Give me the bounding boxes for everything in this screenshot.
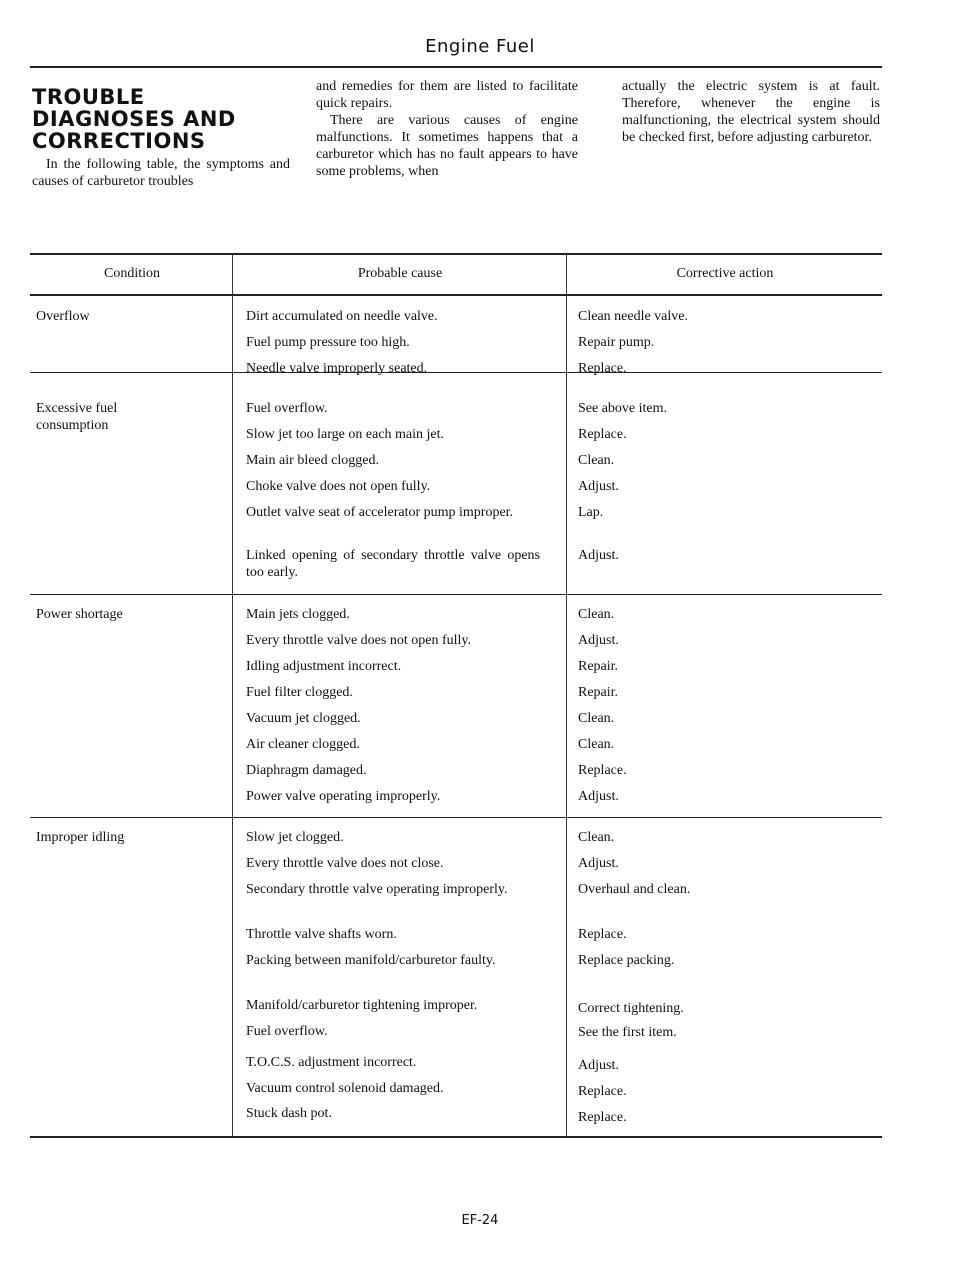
- action-cell: Replace packing.: [578, 953, 675, 968]
- header-corrective-action: Corrective action: [676, 266, 774, 281]
- condition-cell: Improper idling: [36, 830, 125, 845]
- table-header-rule: [30, 294, 882, 296]
- cause-cell: Fuel filter clogged.: [246, 685, 353, 700]
- action-cell: Adjust.: [578, 1058, 619, 1073]
- action-cell: Repair pump.: [578, 335, 655, 350]
- intro-paragraph-4: actually the electric system is at fault. Therefore, whenever the engine is malfunctioning, the electrical system should be checked first, before adjusting carburetor.: [622, 79, 880, 145]
- action-cell: Repair.: [578, 659, 619, 674]
- intro-paragraph-2: and remedies for them are listed to facilitate quick repairs.: [316, 79, 578, 111]
- cause-cell: Outlet valve seat of accelerator pump improper.: [246, 505, 514, 520]
- action-cell: Replace.: [578, 763, 627, 778]
- cause-cell: Choke valve does not open fully.: [246, 479, 431, 494]
- action-cell: Clean.: [578, 607, 615, 622]
- intro-paragraph-3: There are various causes of engine malfunctions. It sometimes happens that a carburetor which has no fault appears to have some problems, when: [316, 113, 578, 179]
- cause-cell: Main jets clogged.: [246, 607, 350, 622]
- cause-cell: Manifold/carburetor tightening improper.: [246, 998, 478, 1013]
- action-cell: Adjust.: [578, 856, 619, 871]
- column-divider-1: [232, 255, 233, 1136]
- action-cell: Lap.: [578, 505, 604, 520]
- action-cell: Clean.: [578, 830, 615, 845]
- action-cell: See above item.: [578, 401, 668, 416]
- header-rule: [30, 66, 882, 68]
- cause-cell: Slow jet too large on each main jet.: [246, 427, 445, 442]
- cause-cell: Diaphragm damaged.: [246, 763, 367, 778]
- cause-cell: Idling adjustment incorrect.: [246, 659, 402, 674]
- action-cell: Replace.: [578, 361, 627, 376]
- cause-cell: Main air bleed clogged.: [246, 453, 379, 468]
- group-divider: [30, 817, 882, 818]
- group-divider: [30, 594, 882, 595]
- cause-cell: Secondary throttle valve operating improperly.: [246, 882, 508, 897]
- action-cell: Overhaul and clean.: [578, 882, 691, 897]
- section-title: TROUBLE DIAGNOSES AND CORRECTIONS: [32, 85, 236, 153]
- action-cell: Replace.: [578, 927, 627, 942]
- action-cell: Adjust.: [578, 548, 619, 563]
- intro-paragraph-1: In the following table, the symptoms and causes of carburetor troubles: [32, 157, 290, 189]
- cause-cell: Power valve operating improperly.: [246, 789, 441, 804]
- action-cell: Clean needle valve.: [578, 309, 689, 324]
- action-cell: Replace.: [578, 1110, 627, 1125]
- cause-cell: Every throttle valve does not open fully.: [246, 633, 471, 648]
- cause-cell: Stuck dash pot.: [246, 1106, 332, 1121]
- action-cell: Clean.: [578, 711, 615, 726]
- cause-cell: Every throttle valve does not close.: [246, 856, 444, 871]
- action-cell: See the first item.: [578, 1025, 677, 1040]
- cause-cell: Needle valve improperly seated.: [246, 361, 428, 376]
- cause-cell: Packing between manifold/carburetor faulty.: [246, 953, 496, 968]
- condition-cell: Excessive fuel consumption: [36, 401, 118, 433]
- cause-cell: Throttle valve shafts worn.: [246, 927, 397, 942]
- cause-cell: T.O.C.S. adjustment incorrect.: [246, 1055, 417, 1070]
- header-probable-cause: Probable cause: [357, 266, 443, 281]
- intro-column-1: [32, 156, 290, 190]
- cause-cell: Linked opening of secondary throttle valve opens too early.: [246, 548, 540, 580]
- cause-cell: Air cleaner clogged.: [246, 737, 360, 752]
- condition-cell: Power shortage: [36, 607, 123, 622]
- table-bottom-rule: [30, 1136, 882, 1138]
- action-cell: Replace.: [578, 427, 627, 442]
- action-cell: Adjust.: [578, 789, 619, 804]
- action-cell: Clean.: [578, 453, 615, 468]
- action-cell: Repair.: [578, 685, 619, 700]
- action-cell: Clean.: [578, 737, 615, 752]
- cause-cell: Fuel overflow.: [246, 1024, 328, 1039]
- intro-column-3: [622, 78, 880, 146]
- cause-cell: Vacuum control solenoid damaged.: [246, 1081, 444, 1096]
- page-number: EF-24: [461, 1213, 499, 1228]
- intro-column-2: [316, 78, 578, 180]
- page-header-title: Engine Fuel: [425, 36, 535, 57]
- cause-cell: Dirt accumulated on needle valve.: [246, 309, 438, 324]
- table-top-rule: [30, 253, 882, 255]
- cause-cell: Fuel overflow.: [246, 401, 328, 416]
- cause-cell: Fuel pump pressure too high.: [246, 335, 410, 350]
- cause-cell: Slow jet clogged.: [246, 830, 344, 845]
- action-cell: Adjust.: [578, 633, 619, 648]
- header-condition: Condition: [103, 266, 160, 281]
- action-cell: Correct tightening.: [578, 1001, 684, 1016]
- action-cell: Replace.: [578, 1084, 627, 1099]
- column-divider-2: [566, 255, 567, 1136]
- action-cell: Adjust.: [578, 479, 619, 494]
- cause-cell: Vacuum jet clogged.: [246, 711, 361, 726]
- condition-cell: Overflow: [36, 309, 90, 324]
